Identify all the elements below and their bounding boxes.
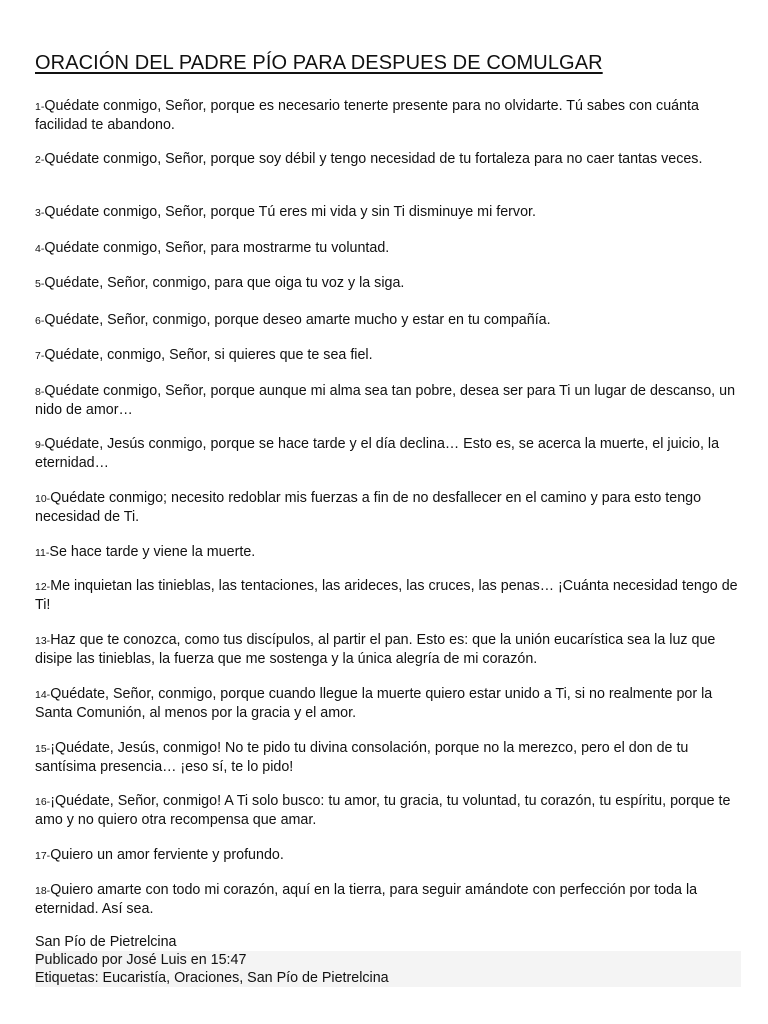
prayer-item-5 (35, 274, 741, 293)
item-number: 17- (35, 850, 51, 862)
item-text: Quédate conmigo, Señor, porque aunque mi alma sea tan pobre, desea ser para Ti un lugar de descanso, un nido de amor… (35, 383, 736, 418)
item-number: 18- (35, 885, 51, 897)
item-number: 13- (35, 635, 51, 647)
prayer-item-14 (35, 685, 741, 722)
prayer-item-11 (35, 543, 741, 562)
prayer-item-12 (35, 577, 741, 614)
item-text: Quiero un amor ferviente y profundo. (50, 847, 284, 863)
item-number: 10- (35, 493, 51, 505)
item-number: 11- (35, 547, 50, 559)
item-number: 16- (35, 796, 51, 808)
item-number: 6- (35, 315, 45, 327)
item-text: Quédate, Señor, conmigo, porque deseo amarte mucho y estar en tu compañía. (44, 312, 551, 328)
item-number: 12- (35, 581, 51, 593)
prayer-item-2 (35, 150, 741, 169)
item-number: 14- (35, 689, 51, 701)
prayer-item-6 (35, 311, 741, 330)
item-text: Se hace tarde y viene la muerte. (49, 544, 256, 560)
prayer-item-13 (35, 631, 741, 668)
item-text: Quédate conmigo, Señor, porque soy débil y tengo necesidad de tu fortaleza para no caer tantas veces. (44, 151, 703, 167)
prayer-item-9 (35, 435, 741, 472)
prayer-item-3 (35, 203, 741, 222)
item-number: 9- (35, 439, 45, 451)
item-text: Quédate conmigo, Señor, porque es necesario tenerte presente para no olvidarte. Tú sabes con cuánta facilidad te abandono. (35, 98, 699, 133)
tags-line: Etiquetas: Eucaristía, Oraciones, San Pío de Pietrelcina (35, 970, 389, 986)
item-number: 4- (35, 243, 45, 255)
item-number: 15- (35, 743, 51, 755)
post-footer (35, 933, 741, 987)
item-text: Quédate, Señor, conmigo, porque cuando llegue la muerte quiero estar unido a Ti, si no realmente por la Santa Comunión, al menos por la gracia y el amor. (35, 686, 713, 721)
item-number: 2- (35, 154, 45, 166)
prayer-item-18 (35, 881, 741, 918)
prayer-item-10 (35, 489, 741, 526)
page-title: ORACIÓN DEL PADRE PÍO PARA DESPUES DE COMULGAR (35, 52, 603, 74)
item-text: Me inquietan las tinieblas, las tentaciones, las arideces, las cruces, las penas… ¡Cuánta necesidad tengo de Ti! (35, 578, 738, 613)
item-text: Quédate, conmigo, Señor, si quieres que te sea fiel. (44, 347, 373, 363)
prayer-item-7 (35, 346, 741, 365)
prayer-item-17 (35, 846, 741, 865)
prayer-item-4 (35, 239, 741, 258)
item-number: 3- (35, 207, 45, 219)
item-text: ¡Quédate, Señor, conmigo! A Ti solo busco: tu amor, tu gracia, tu voluntad, tu corazón, tu espíritu, porque te amo y no quiero otra recompensa que amar. (35, 793, 731, 828)
item-text: Quédate conmigo; necesito redoblar mis fuerzas a fin de no desfallecer en el camino y para esto tengo necesidad de Ti. (35, 490, 702, 525)
item-text: ¡Quédate, Jesús, conmigo! No te pido tu divina consolación, porque no la merezco, pero el don de tu santísima presencia… ¡eso sí, te lo pido! (35, 740, 689, 775)
item-text: Quiero amarte con todo mi corazón, aquí en la tierra, para seguir amándote con perfección por toda la eternidad. Así sea. (35, 882, 698, 917)
item-text: Quédate, Señor, conmigo, para que oiga tu voz y la siga. (44, 275, 405, 291)
item-text: Quédate conmigo, Señor, para mostrarme tu voluntad. (44, 240, 390, 256)
prayer-item-15 (35, 739, 741, 776)
author-signature: San Pío de Pietrelcina (35, 934, 177, 950)
prayer-item-1 (35, 97, 741, 134)
prayer-item-8 (35, 382, 741, 419)
item-number: 5- (35, 278, 45, 290)
item-text: Haz que te conozca, como tus discípulos, al partir el pan. Esto es: que la unión eucarística sea la luz que disipe las tinieblas, la fuerza que me sostenga y la única alegría de mi corazón. (35, 632, 716, 667)
item-number: 7- (35, 350, 45, 362)
item-number: 8- (35, 386, 45, 398)
published-by: Publicado por José Luis en 15:47 (35, 952, 247, 968)
item-text: Quédate conmigo, Señor, porque Tú eres mi vida y sin Ti disminuye mi fervor. (44, 204, 536, 220)
item-number: 1- (35, 101, 45, 113)
item-text: Quédate, Jesús conmigo, porque se hace tarde y el día declina… Esto es, se acerca la muerte, el juicio, la eternidad… (35, 436, 720, 471)
prayer-item-16 (35, 792, 741, 829)
